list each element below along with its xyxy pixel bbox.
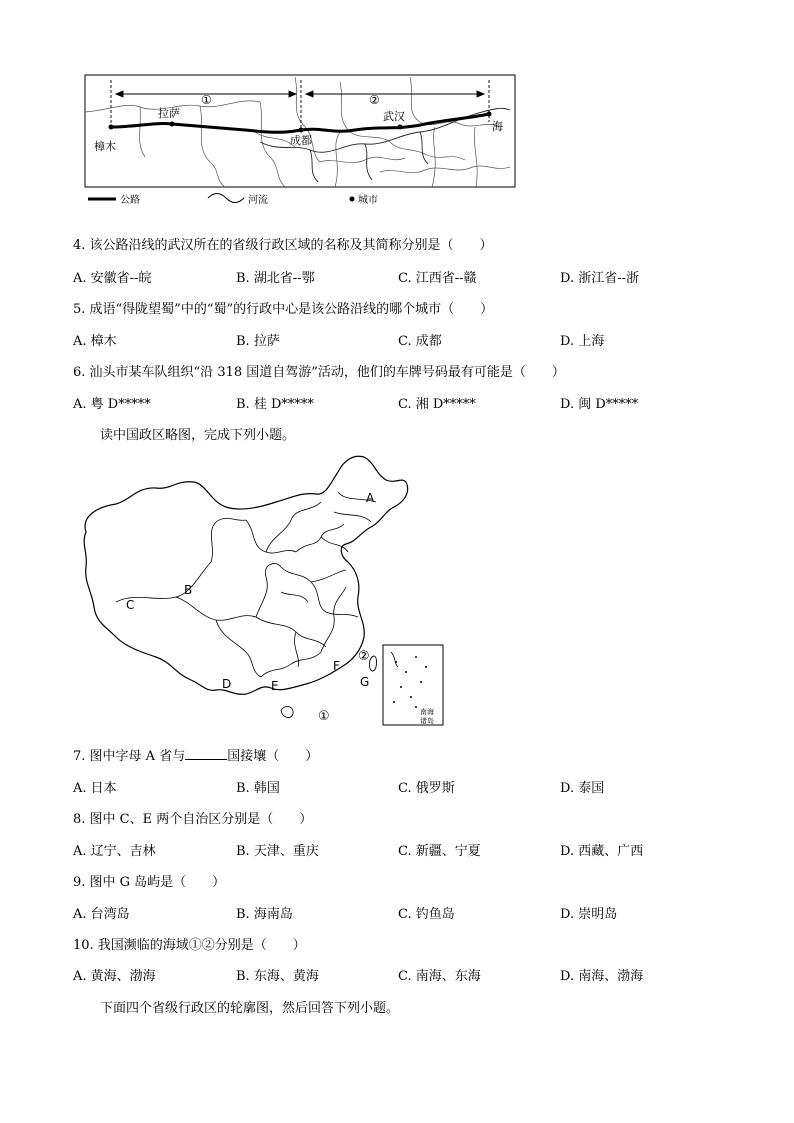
route-map-svg [80,72,520,212]
q7-option-a[interactable]: A. 日本 [73,781,117,796]
question-8-stem: 8. 图中 C、E 两个自治区分别是（ ） [73,812,313,827]
map-sea-2: ② [358,649,370,664]
question-6-stem: 6. 汕头市某车队组织“沿 318 国道自驾游”活动，他们的车牌号码最有可能是（ ） [73,365,565,380]
q6-option-a[interactable]: A. 粤 D***** [73,397,151,412]
q10-option-a[interactable]: A. 黄海、渤海 [73,969,156,984]
label-shanghai: 海 [492,120,503,133]
label-lasa: 拉萨 [158,107,180,120]
inset-label-2: 诸岛 [420,717,434,725]
map-sea-1: ① [318,709,330,724]
q4-option-a[interactable]: A. 安徽省--皖 [73,271,152,286]
instruction-outline: 下面四个省级行政区的轮廓图，然后回答下列小题。 [100,1001,400,1016]
map-letter-g: G [360,675,370,689]
question-5-stem: 5. 成语“得陇望蜀”中的“蜀”的行政中心是该公路沿线的哪个城市（ ） [73,302,494,317]
map-letter-d: D [222,677,232,691]
q5-option-d[interactable]: D. 上海 [560,334,605,349]
city-shanghai [487,112,492,117]
inset-label-1: 南海 [420,708,434,716]
city-wuhan [398,125,403,130]
question-7-text-before: 7. 图中字母 A 省与 [73,749,186,764]
q10-option-c[interactable]: C. 南海、东海 [398,969,481,984]
question-7-text-after: 国接壤（ ） [227,749,319,764]
legend-road-label: 公路 [120,195,140,206]
label-wuhan: 武汉 [383,110,405,123]
route-map [80,72,520,212]
q10-option-b[interactable]: B. 东海、黄海 [236,969,319,984]
question-10-stem: 10. 我国濒临的海域①②分别是（ ） [73,938,306,953]
q7-option-d[interactable]: D. 泰国 [560,781,605,796]
q8-option-d[interactable]: D. 西藏、广西 [560,844,644,859]
q5-option-c[interactable]: C. 成都 [398,334,442,349]
q9-option-d[interactable]: D. 崇明岛 [560,907,618,922]
hainan-island [281,707,293,718]
legend-city-symbol [350,197,355,202]
legend-river-symbol [208,194,244,203]
q9-option-c[interactable]: C. 钓鱼岛 [398,907,455,922]
taiwan-island [370,656,377,671]
q10-option-d[interactable]: D. 南海、渤海 [560,969,644,984]
label-segment-2: ② [369,93,380,107]
q9-option-b[interactable]: B. 海南岛 [236,907,293,922]
map-legend [88,193,378,206]
q5-option-b[interactable]: B. 拉萨 [236,334,280,349]
q4-option-d[interactable]: D. 浙江省--浙 [560,271,640,286]
q4-option-c[interactable]: C. 江西省--赣 [398,271,477,286]
question-9-stem: 9. 图中 G 岛屿是（ ） [73,875,226,890]
label-chengdu: 成都 [290,134,312,147]
city-lasa [170,122,175,127]
legend-river-label: 河流 [248,195,268,206]
china-map [76,452,448,734]
map-letter-f: F [333,659,340,673]
map-letter-c: C [126,598,135,612]
question-7-blank [185,747,227,760]
q8-option-a[interactable]: A. 辽宁、吉林 [73,844,156,859]
china-map-svg [76,452,448,734]
instruction-map: 读中国政区略图，完成下列小题。 [100,428,296,443]
q8-option-c[interactable]: C. 新疆、宁夏 [398,844,481,859]
q7-option-b[interactable]: B. 韩国 [236,781,280,796]
map-letter-e: E [271,679,279,693]
q8-option-b[interactable]: B. 天津、重庆 [236,844,319,859]
q7-option-c[interactable]: C. 俄罗斯 [398,781,455,796]
q6-option-c[interactable]: C. 湘 D***** [398,397,476,412]
label-zhangmu: 樟木 [94,140,116,153]
label-segment-1: ① [201,93,212,107]
q5-option-a[interactable]: A. 樟木 [73,334,117,349]
question-4-stem: 4. 该公路沿线的武汉所在的省级行政区域的名称及其简称分别是（ ） [73,238,493,253]
city-chengdu [299,128,304,133]
q4-option-b[interactable]: B. 湖北省--鄂 [236,271,315,286]
map-letter-b: B [184,583,193,597]
map-letter-a: A [366,491,375,505]
south-sea-inset [383,645,443,725]
city-zhangmu [109,125,114,130]
q6-option-d[interactable]: D. 闽 D***** [560,397,639,412]
q6-option-b[interactable]: B. 桂 D***** [236,397,314,412]
question-7-stem [73,745,318,764]
q9-option-a[interactable]: A. 台湾岛 [73,907,130,922]
legend-city-label: 城市 [358,195,378,206]
